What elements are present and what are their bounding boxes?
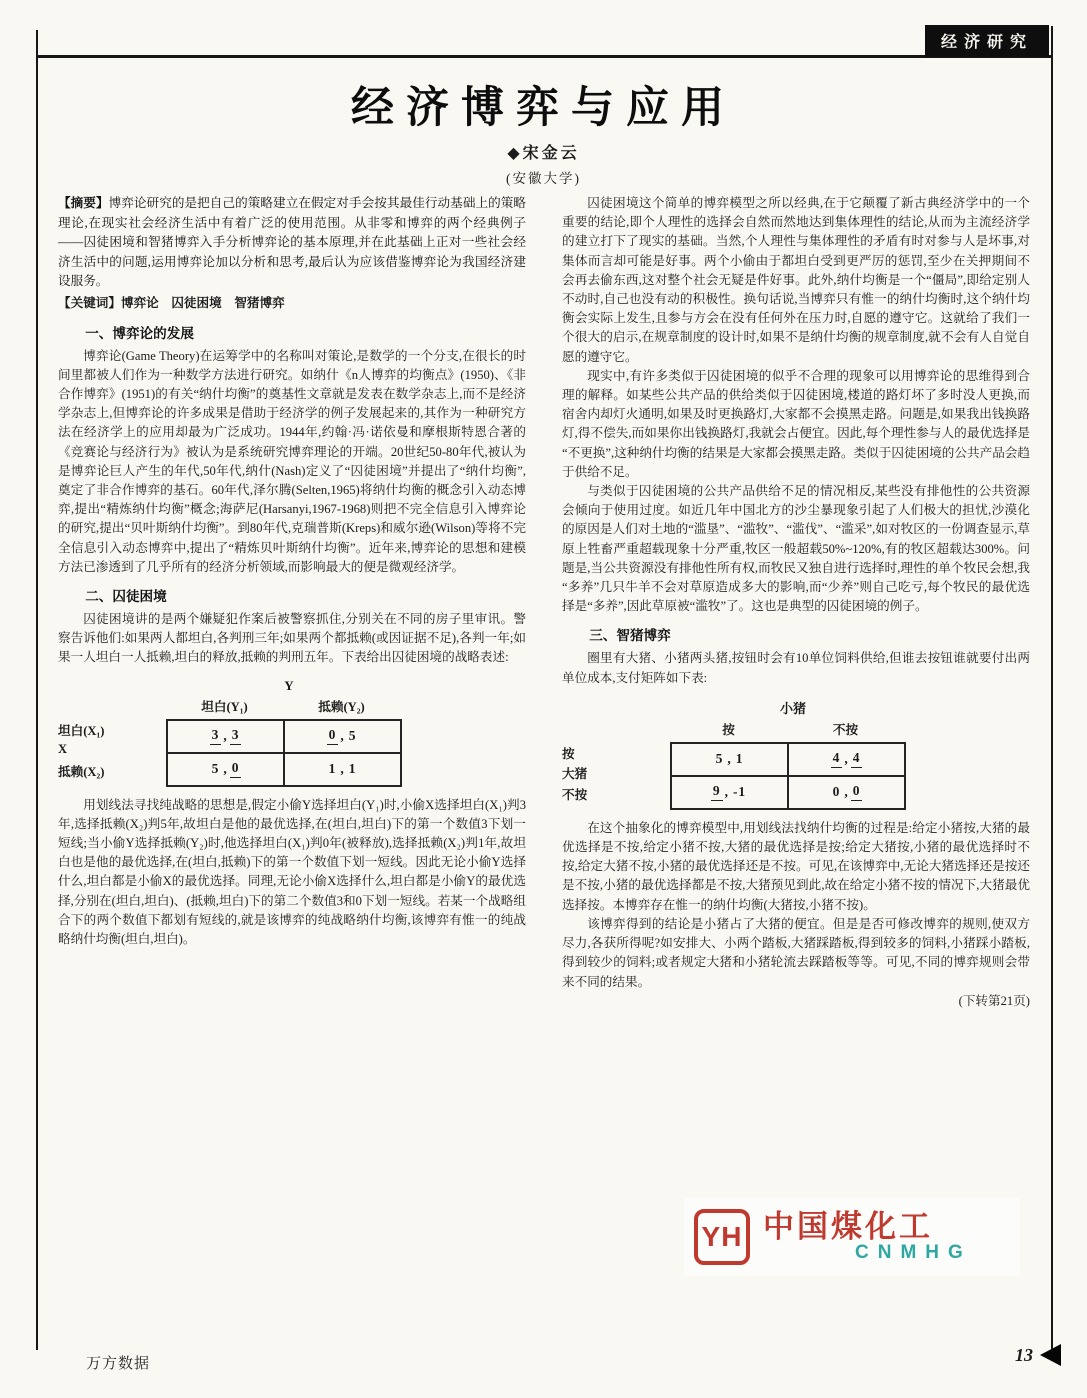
underlined-payoff-value: 4 — [831, 750, 843, 768]
table-grid — [166, 694, 402, 787]
payoff-value: 0 — [832, 784, 841, 800]
abstract — [58, 194, 526, 292]
continued-note: (下转第21页) — [958, 993, 1030, 1008]
page-footer-right — [1015, 1344, 1061, 1366]
payoff-value: -1 — [732, 784, 747, 800]
table-side-axis-label: X — [58, 742, 68, 757]
keywords-text: 博弈论 囚徒困境 智猪博弈 — [120, 295, 285, 310]
table-col-headers — [670, 717, 906, 742]
payoff-value: 1 — [328, 761, 337, 777]
paragraph: 囚徒困境这个简单的博弈模型之所以经典,在于它颠覆了新古典经济学中的一个重要的结论,即个人理性的选择会自然而然地达到集体理性的结论,从而为主流经济学的建立打下了现实的基础。当然,个人理性与集体理性的矛盾有时对参与人是坏事,对集体而言却可能是好事。两个小偷由于都坦白受到更严厉的惩罚,至少在关押期间不会再去偷东西,这对整个社会无疑是件好事。此外,纳什均衡是一个“僵局”,即给定别人不动时,自己也没有动的积极性。换句话说,当博弈只有惟一的纳什均衡时,这个纳什均衡会实际上发生,且参与方会在没有任何外在压力时,自愿的遵守它。这就给了我们一个很大的启示,在规章制度的设计时,如果不是纳什均衡的规章制度,就不会有人自觉自愿的遵守它。 — [562, 196, 1030, 364]
left-border-line — [36, 30, 38, 1350]
two-column-body — [58, 194, 1031, 1011]
watermark-chinese-text: 中国煤化工 — [763, 1208, 933, 1244]
abstract-label: 【摘要】 — [58, 196, 109, 210]
table-cell — [788, 743, 905, 776]
keywords-label: 【关键词】 — [58, 295, 121, 310]
table-row-header: 抵赖(X₂) — [58, 764, 105, 779]
table-side-labels — [58, 694, 166, 787]
header-rule — [38, 55, 1051, 58]
underlined-payoff-value: 9 — [711, 783, 723, 801]
paragraph: 与类似于囚徒困境的公共产品供给不足的情况相反,某些没有排他性的公共资源会倾向于使用过度。如近几年中国北方的沙尘暴现象引起了人们极大的担忧,沙漠化的原因是人们对土地的“滥垦”、“滥牧”、“滥伐”、“滥采”,如对牧区的一份调查显示,草原上牲畜严重超载现象十分严重,牧区一般超载50%~120%,有的牧区超载达300%。问题是,当公共资源没有排他性所有权,而牧民又独自进行选择时,理性的单个牧民会想,我“多养”几只牛羊不会对草原造成多大的影响,而“少养”则自己吃亏,每个牧民的最优选择是“多养”,因此草原被“滥牧”了。这也是典型的囚徒困境的例子。 — [562, 484, 1030, 614]
payoff-value: 1 — [735, 751, 744, 767]
table-col-header: 不按 — [832, 722, 859, 737]
table-row-header: 坦白(X₁) — [58, 723, 105, 738]
payoff-value: , — [844, 784, 849, 800]
watermark-text — [763, 1210, 972, 1264]
watermark-latin-text: CNMHG — [855, 1242, 972, 1264]
abstract-text: 博弈论研究的是把自己的策略建立在假定对手会按其最佳行动基础上的策略理论,在现实社会经济生活中有着广泛的使用范围。从非零和博弈的两个经典例子——囚徒困境和智猪博弈入手分析博弈论的基本原理,并在此基础上正对一些社会经济生活中的问题,运用博弈论加以分析和思考,最后认为应该借鉴博弈论为我国经济建设服务。 — [58, 196, 527, 289]
table-body — [562, 717, 1030, 810]
payoff-value: 5 — [715, 751, 724, 767]
payoff-value: 5 — [211, 761, 220, 777]
payoff-value: , — [340, 728, 345, 744]
section-heading-1: 一、博弈论的发展 — [85, 325, 194, 341]
table-body — [58, 694, 526, 787]
keywords — [58, 294, 526, 314]
table-cell — [167, 720, 284, 753]
payoff-value: , — [223, 761, 228, 777]
table-cell — [284, 753, 401, 786]
payoff-value: 1 — [348, 761, 357, 777]
payoff-value: , — [724, 784, 729, 800]
underlined-payoff-value: 4 — [851, 750, 863, 768]
wanfang-data-mark: 万方数据 — [86, 1356, 151, 1372]
payoff-value: , — [727, 751, 732, 767]
table-cell — [671, 776, 788, 809]
section-2-paragraph: 囚徒困境讲的是两个嫌疑犯作案后被警察抓住,分别关在不同的房子里审讯。警察告诉他们:如果两人都坦白,各判刑三年;如果两个都抵赖(或因证据不足),各判一年;如果一人坦白一人抵赖,坦白的释放,抵赖的判刑五年。下表给出囚徒困境的战略表述: — [58, 612, 526, 665]
underlined-payoff-value: 0 — [230, 760, 242, 778]
watermark-logo-icon: YH — [694, 1209, 750, 1265]
table-cell — [167, 753, 284, 786]
table-col-header: 抵赖(Y₂) — [318, 699, 365, 714]
corner-triangle-icon — [1040, 1344, 1061, 1366]
watermark-overlay — [684, 1198, 1020, 1276]
table-cell — [284, 720, 401, 753]
section-2-analysis-paragraph: 用划线法寻找纯战略的思想是,假定小偷Y选择坦白(Y₁)时,小偷X选择坦白(X₁)判3年,选择抵赖(X₂)判5年,故坦白是他的最优选择,在(坦白,坦白)下的第一个数值3下划一短线;当小偷Y选择抵赖(Y₂)时,他选择坦白(X₁)判0年(被释放),选择抵赖(X₂)判1年,故坦白也是他的最优选择,在(坦白,抵赖)下的第一个数值下划一短线。因此无论小偷Y选择什么,坦白都是小偷X的最优选择。同理,无论小偷X选择什么,坦白都是小偷Y的最优选择,分别在(坦白,坦白)、(抵赖,坦白)下的第二个数值3和0下划一短线。若某一个战略组合下的两个数值下都划有短线的,就是该博弈的纯战略纳什均衡,该博弈有惟一的纯战略纳什均衡(坦白,坦白)。 — [58, 797, 526, 947]
left-column — [58, 194, 526, 1011]
right-column — [562, 194, 1030, 1011]
section-3-intro-paragraph: 圈里有大猪、小猪两头猪,按钮时会有10单位饲料供给,但谁去按钮谁就要付出两单位成本,支付矩阵如下表: — [562, 651, 1030, 685]
prisoners-dilemma-payoff-table — [58, 678, 526, 787]
section-1-paragraph: 博弈论(Game Theory)在运筹学中的名称叫对策论,是数学的一个分支,在很长的时间里都被人们作为一种数学方法进行研究。如纳什《n人博弈的均衡点》(1950)、《非合作博弈》(1951)的有关“纳什均衡”的奠基性文章就是发表在数学杂志上,而不是经济学杂志上,但博弈论的许多成果是借助于经济学的例子发展起来的,其作为一种研究方法在经济学上的应用却最为广泛成功。1944年,约翰·冯·诺依曼和摩根斯特恩合著的《竞赛论与经济行为》被认为是系统研究博弈理论的开端。20世纪50-80年代,被认为是博弈论巨人产生的年代,50年代,纳什(Nash)定义了“囚徒困境”并提出了“纳什均衡”,奠定了非合作博弈的基石。60年代,泽尔腾(Selten,1965)将纳什均衡的概念引入动态博弈,提出“精炼纳什均衡”概念;海萨尼(Harsanyi,1967-1968)则把不完全信息引入博弈论的研究,提出“贝叶斯纳什均衡”。到80年代,克瑞普斯(Kreps)和威尔逊(Wilson)等将不完全信息引入动态博弈中,提出了“精炼贝叶斯纳什均衡”。近年来,博弈论的思想和建模方法已渗透到了几乎所有的经济分析领域,而影响最大的便是微观经济学。 — [58, 348, 526, 574]
payoff-value: , — [844, 751, 849, 767]
underlined-payoff-value: 3 — [210, 727, 222, 745]
table-top-axis-label: Y — [284, 677, 294, 693]
payoff-value: 5 — [348, 728, 357, 744]
underlined-payoff-value: 0 — [851, 783, 863, 801]
table-cells — [166, 719, 402, 787]
payoff-value: , — [340, 761, 345, 777]
payoff-value: , — [223, 728, 228, 744]
section-heading-3: 三、智猪博弈 — [589, 628, 671, 644]
table-cell — [788, 776, 905, 809]
section-heading-2: 二、囚徒困境 — [85, 589, 167, 604]
pig-game-payoff-table — [562, 698, 1030, 810]
paragraph-text: 该博弈得到的结论是小猪占了大猪的便宜。但是是否可修改博弈的规则,使双方尽力,各获所得呢?如安排大、小两个踏板,大猪踩踏板,得到较多的饲料,小猪踩小踏板,得到较少的饲料;或者规定大猪和小猪轮流去踩踏板等等。可见,不同的博弈规则会带来不同的结果。 — [562, 916, 1030, 989]
page-number: 13 — [1015, 1344, 1033, 1365]
article-author: ◆宋金云 — [507, 145, 580, 162]
table-col-header: 按 — [722, 722, 735, 737]
table-row-header: 不按 — [562, 787, 588, 802]
table-side-axis-label: 大猪 — [562, 767, 588, 782]
paragraph: 在这个抽象化的博弈模型中,用划线法找纳什均衡的过程是:给定小猪按,大猪的最优选择是不按,给定小猪不按,大猪的最优选择是按;给定大猪按,小猪的最优选择时不按,给定大猪不按,小猪的最优选择还是不按。可见,在该博弈中,无论大猪选择还是按还是不按,小猪的最优选择都是不按,大猪预见到此,故在给定小猪不按的情况下,大猪最优选择按。本博弈存在惟一的纳什均衡(大猪按,小猪不按)。 — [562, 820, 1030, 912]
table-grid — [670, 717, 906, 810]
table-col-headers — [166, 694, 402, 719]
journal-section-tag: 经济研究 — [925, 25, 1049, 57]
table-side-labels — [562, 717, 670, 810]
paragraph — [562, 915, 1030, 1011]
right-border-line — [1051, 26, 1053, 1354]
underlined-payoff-value: 3 — [230, 727, 242, 745]
table-cells — [670, 742, 906, 810]
table-top-axis-label: 小猪 — [779, 700, 806, 716]
article-affiliation: (安徽大学) — [506, 171, 581, 186]
article-title: 经济博弈与应用 — [351, 85, 736, 132]
underlined-payoff-value: 0 — [327, 727, 339, 745]
table-row-header: 按 — [562, 746, 575, 761]
table-cell — [671, 743, 788, 776]
table-col-header: 坦白(Y₁) — [201, 699, 248, 714]
paragraph: 现实中,有许多类似于囚徒困境的似乎不合理的现象可以用博弈论的思维得到合理的解释。如某些公共产品的供给类似于囚徒困境,楼道的路灯坏了多时没人更换,而宿舍内却灯火通明,如果及时更换路灯,大家都不会摸黑走路。问题是,如果我出钱换路灯,得不偿失,而如果你出钱换路灯,我就会占便宜。因此,每个理性参与人的最优选择是“不更换”,这种纳什均衡的结果是大家都会摸黑走路。类似于囚徒困境的公共产品会趋于供给不足。 — [562, 368, 1030, 479]
